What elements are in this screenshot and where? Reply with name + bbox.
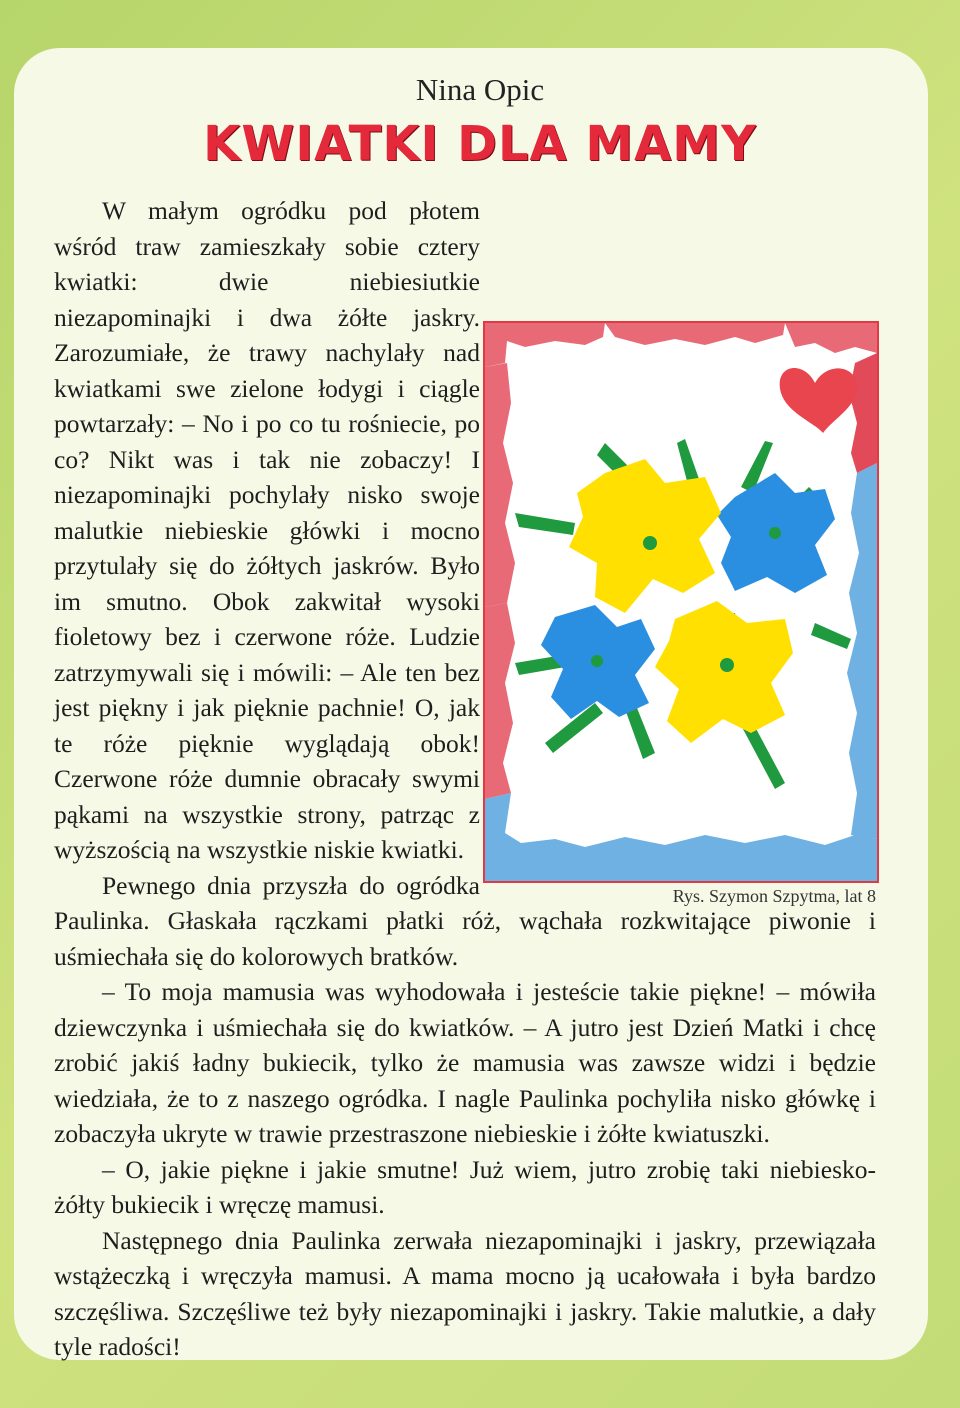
story-paragraph-1: W małym ogródku pod płotem wśród traw zamieszkały sobie cztery kwiatki: dwie niebiesiutkie niezapominajki i dwa żółte jaskry. Zarozumiałe, że trawy nachylały nad kwiatkami swe zielone łodygi i ciągle powtarzały: – No i po co tu rośniecie, po co? Nikt was i tak nie zobaczy! I niezapominajki pochylały nisko swoje malutkie niebieskie główki i mocno przytulały się do żółtych jaskrów. Było im smutno. Obok zakwitał wysoki fioletowy bez i czerwone róże. Ludzie zatrzymywali się i mówili: – Ale ten bez jest piękny i jak pięknie pachnie! O, jak te róże pięknie wyglądają obok! Czerwone róże dumnie obracały swymi pąkami na wszystkie strony, patrząc z wyższością na wszystkie niskie kwiatki. — [54, 196, 480, 864]
story-paragraph-3: – To moja mamusia was wyhodowała i jesteście takie piękne! – mówiła dziewczynka i uśmiechała się do kwiatków. – A jutro jest Dzień Matki i chcę zrobić jakiś ładny bukiecik, tylko że mamusia was zawsze widzi i będzie wiedziała, że to z naszego ogródka. I nagle Paulinka pochyliła nisko główkę i zobaczyła ukryte w trawie przestraszone niebieskie i żółte kwiatuszki. — [54, 977, 876, 1148]
collage-drawing — [485, 323, 877, 881]
story-paragraph-5: Następnego dnia Paulinka zerwała niezapominajki i jaskry, przewiązała wstążeczką i wręczyła mamusi. A mama mocno ją ucałowała i była bardzo szczęśliwa. Szczęśliwe też były niezapominajki i jaskry. Takie malutkie, a dały tyle radości! — [54, 1225, 876, 1361]
illustration-caption: Rys. Szymon Szpytma, lat 8 — [672, 886, 876, 906]
story-title: KWIATKI DLA MAMY — [203, 116, 757, 172]
flower-collage-illustration — [483, 321, 879, 883]
story-paragraph-4: – O, jakie piękne i jakie smutne! Już wiem, jutro zrobię taki niebiesko-żółty bukiecik i wręczę mamusi. — [54, 1154, 876, 1219]
author-name: Nina Opic — [415, 72, 545, 107]
story-paragraph-2: Pewnego dnia przyszła do ogródka Paulinka. Głaskała rączkami płatki róż, wąchała rozkwitające piwonie i uśmiechała się do kolorowych bratków. — [54, 870, 876, 971]
